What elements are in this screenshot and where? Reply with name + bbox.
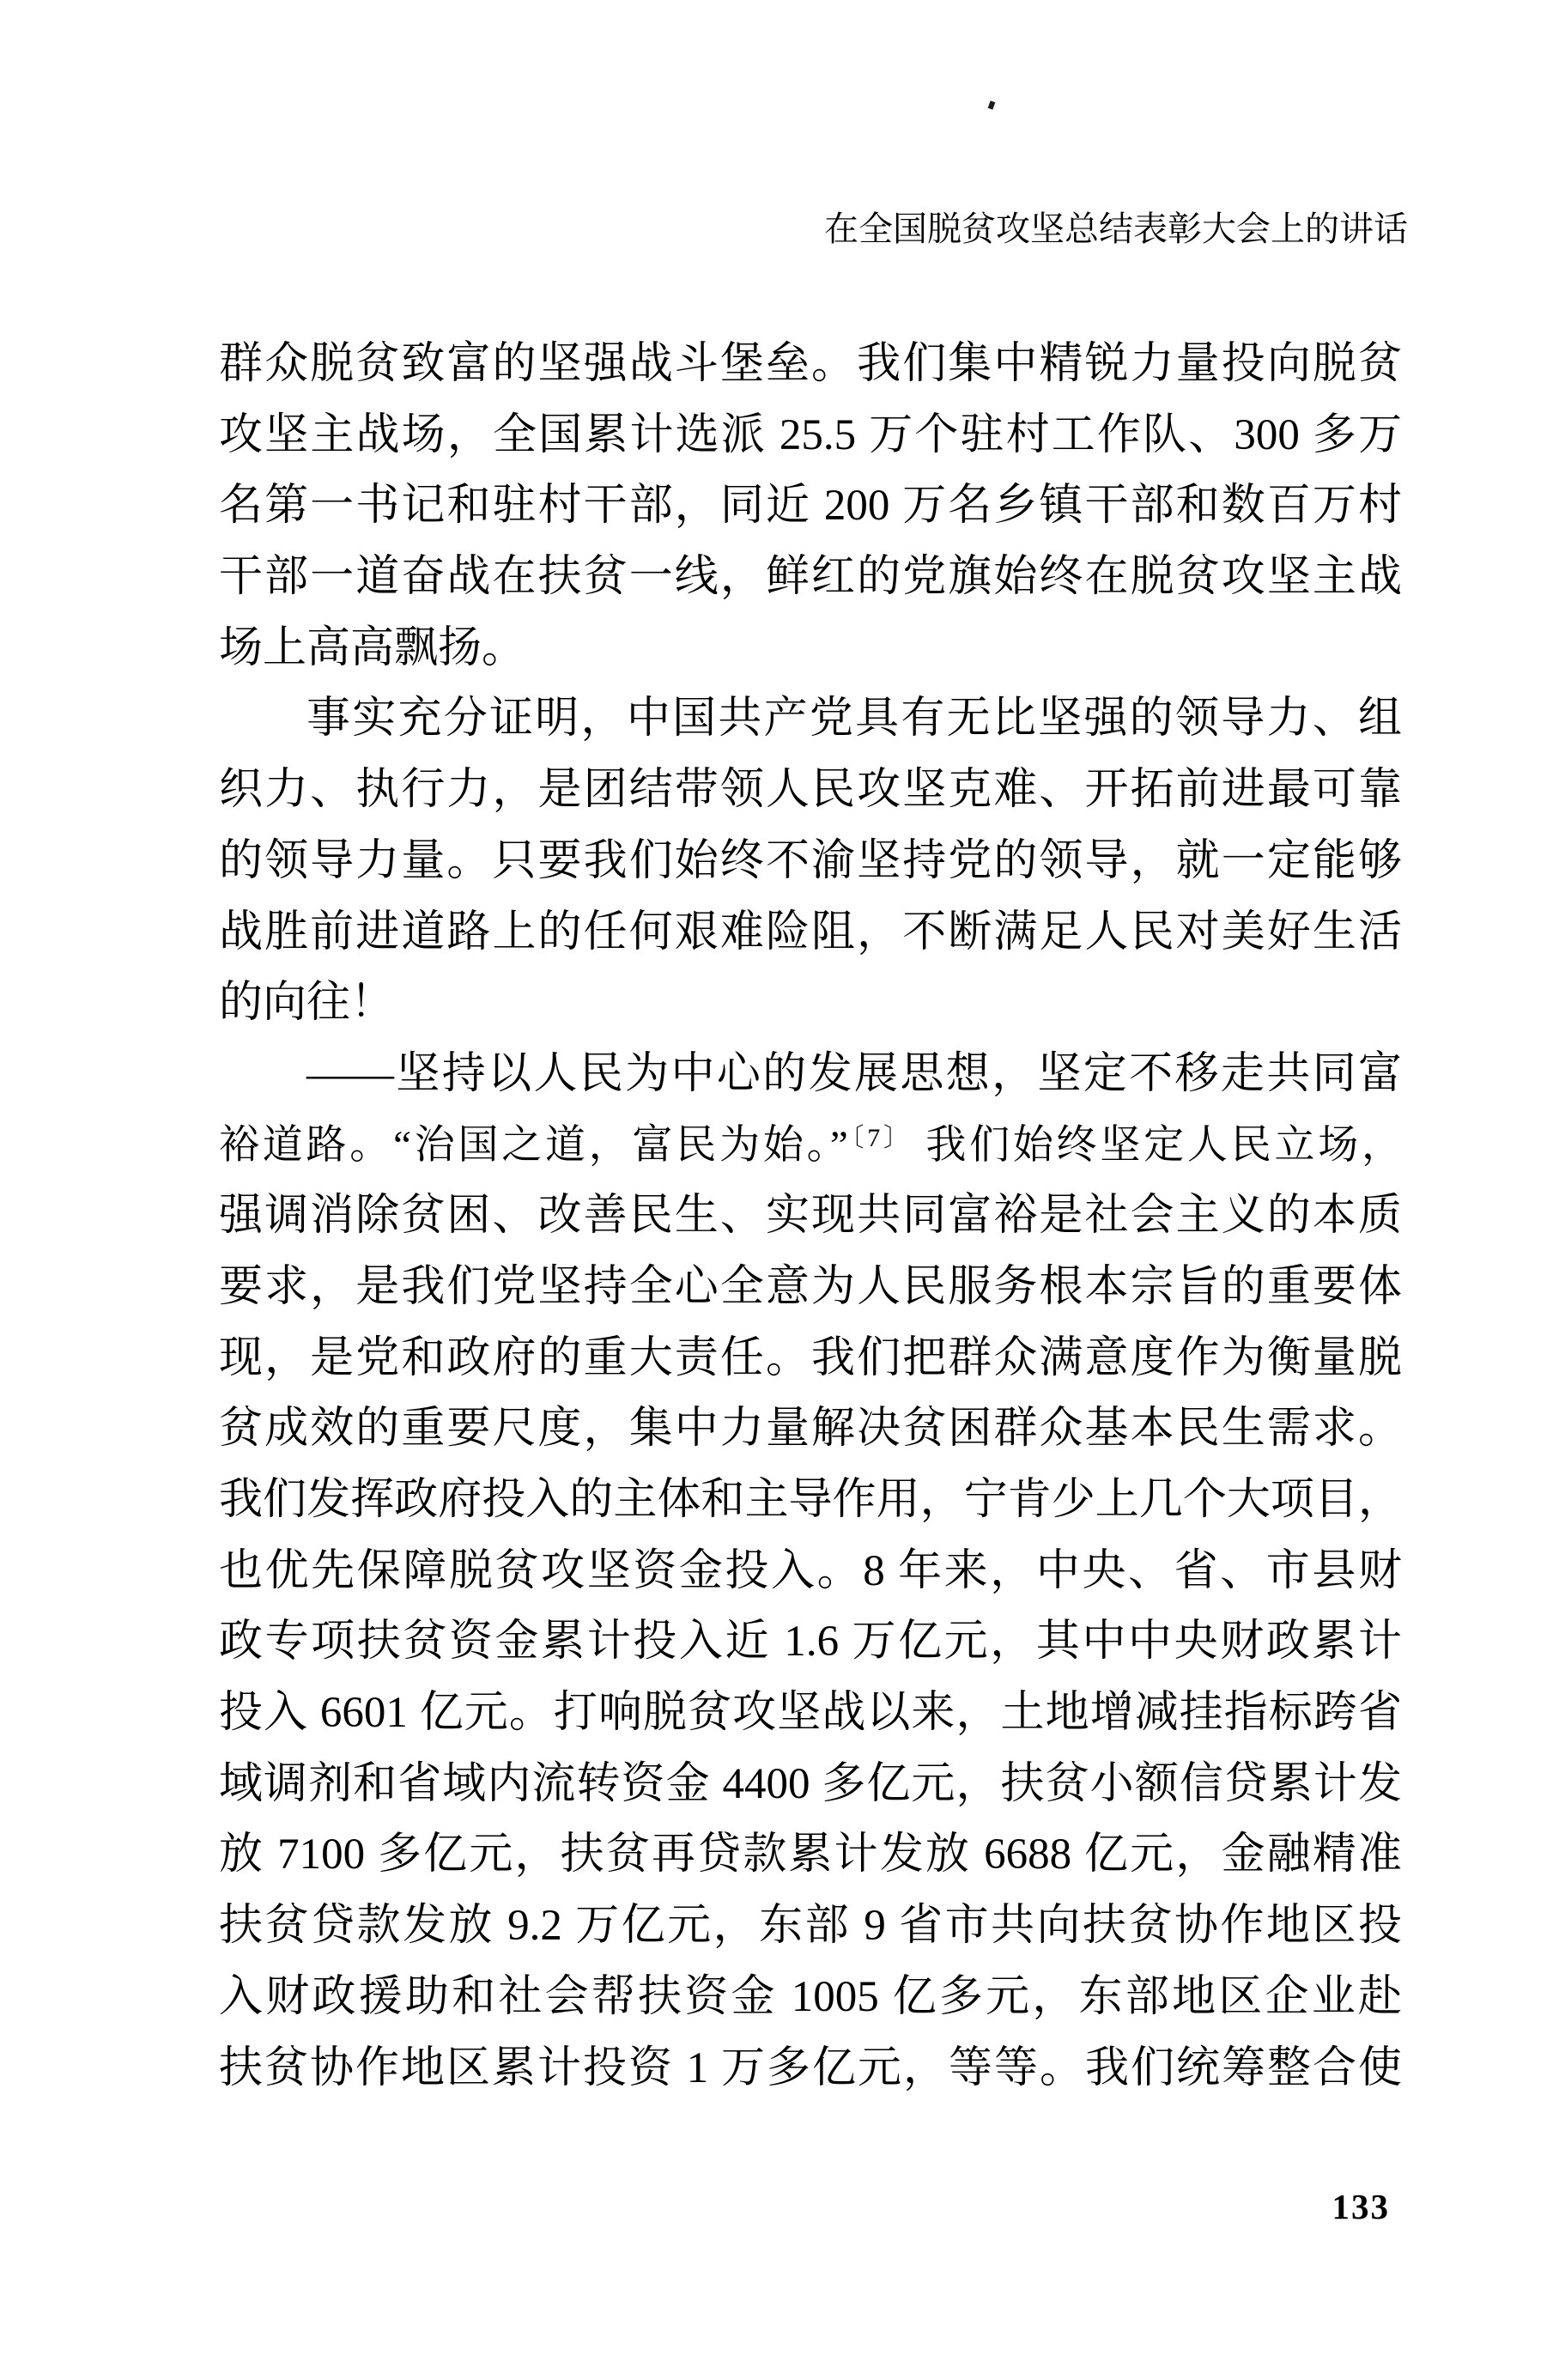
text-line: 织力、执行力，是团结带领人民攻坚克难、开拓前进最可靠: [219, 766, 1402, 815]
text-line: 干部一道奋战在扶贫一线，鲜红的党旗始终在脱贫攻坚主战: [219, 553, 1402, 602]
text-segment: 裕道路。“治国之道，富民为始。”: [219, 1122, 848, 1168]
text-line: ——坚持以人民为中心的发展思想，坚定不移走共同富: [306, 1049, 1402, 1098]
running-header: 在全国脱贫攻坚总结表彰大会上的讲话: [824, 209, 1408, 248]
text-line: 扶贫贷款发放 9.2 万亿元，东部 9 省市共向扶贫协作地区投: [219, 1902, 1402, 1951]
text-line: 现，是党和政府的重大责任。我们把群众满意度作为衡量脱: [219, 1333, 1402, 1382]
text-line: 入财政援助和社会帮扶资金 1005 亿多元，东部地区企业赴: [219, 1972, 1402, 2021]
text-line: 要求，是我们党坚持全心全意为人民服务根本宗旨的重要体: [219, 1262, 1402, 1311]
text-line: 战胜前进道路上的任何艰难险阻，不断满足人民对美好生活: [219, 908, 1402, 956]
text-line: 域调剂和省域内流转资金 4400 多亿元，扶贫小额信贷累计发: [219, 1759, 1402, 1808]
text-line: 扶贫协作地区累计投资 1 万多亿元，等等。我们统筹整合使: [219, 2043, 1402, 2092]
text-line: 群众脱贫致富的坚强战斗堡垒。我们集中精锐力量投向脱贫: [219, 340, 1402, 388]
text-line: 政专项扶贫资金累计投入近 1.6 万亿元，其中中央财政累计: [219, 1618, 1402, 1667]
text-segment: 我们始终坚定人民立场，: [912, 1122, 1403, 1168]
text-line: 投入 6601 亿元。打响脱贫攻坚战以来，土地增减挂指标跨省: [219, 1689, 1402, 1738]
text-line: 场上高高飘扬。: [219, 623, 526, 672]
text-line: 的领导力量。只要我们始终不渝坚持党的领导，就一定能够: [219, 836, 1402, 885]
text-line: 也优先保障脱贫攻坚资金投入。8 年来，中央、省、市县财: [219, 1546, 1402, 1595]
page-number: 133: [1332, 2187, 1390, 2226]
text-line: 我们发挥政府投入的主体和主导作用，宁肯少上几个大项目，: [219, 1476, 1402, 1524]
text-line: 强调消除贫困、改善民生、实现共同富裕是社会主义的本质: [219, 1192, 1402, 1241]
footnote-ref: 〔7〕: [847, 1123, 913, 1152]
text-line: 的向往！: [219, 979, 395, 1028]
scan-speck: [988, 100, 996, 110]
body-text: [219, 329, 1402, 2104]
text-line: 事实充分证明，中国共产党具有无比坚强的领导力、组: [306, 695, 1402, 744]
text-line: 放 7100 多亿元，扶贫再贷款累计发放 6688 亿元，金融精准: [219, 1831, 1402, 1879]
text-line: [219, 1110, 1402, 1181]
text-line: 名第一书记和驻村干部，同近 200 万名乡镇干部和数百万村: [219, 482, 1402, 531]
text-line: 贫成效的重要尺度，集中力量解决贫困群众基本民生需求。: [219, 1405, 1402, 1454]
text-line: 攻坚主战场，全国累计选派 25.5 万个驻村工作队、300 多万: [219, 410, 1402, 459]
